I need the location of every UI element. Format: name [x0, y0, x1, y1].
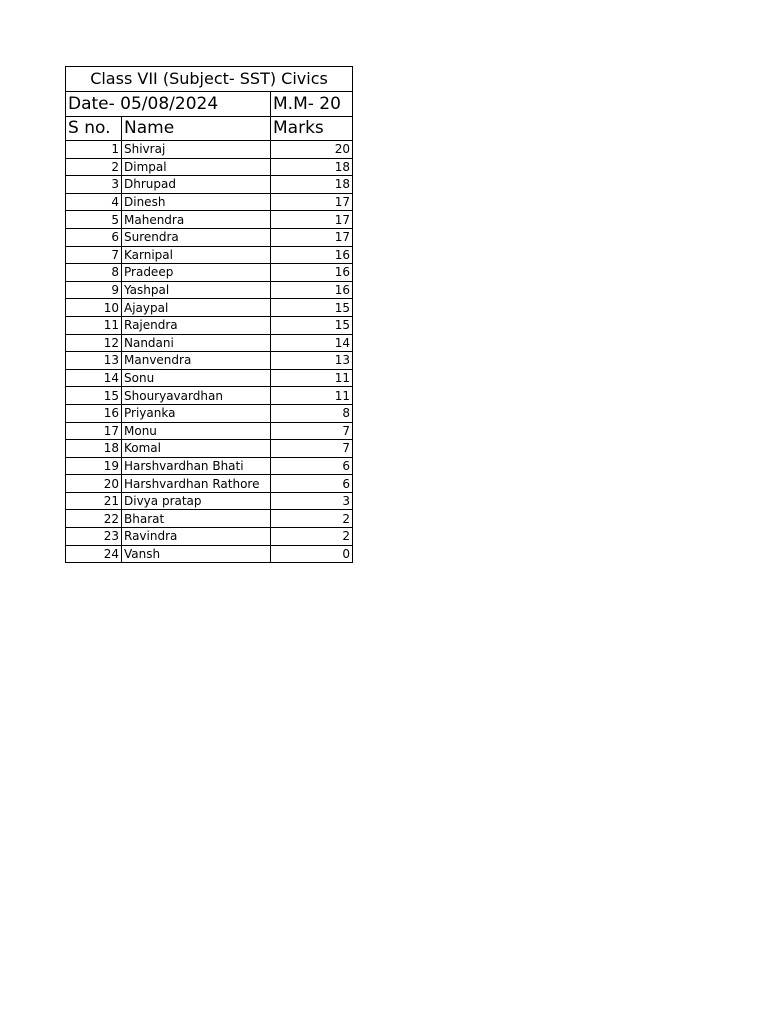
marks-cell: 2 — [271, 510, 353, 528]
sno-cell: 18 — [66, 440, 122, 458]
sno-cell: 17 — [66, 422, 122, 440]
name-cell: Ajaypal — [122, 299, 271, 317]
exam-date: Date- 05/08/2024 — [66, 92, 271, 117]
sno-header: S no. — [66, 117, 122, 141]
marks-cell: 13 — [271, 352, 353, 370]
sno-cell: 2 — [66, 158, 122, 176]
marks-cell: 16 — [271, 264, 353, 282]
table-row — [66, 352, 353, 370]
table-row — [66, 492, 353, 510]
table-row — [66, 141, 353, 159]
table-row — [66, 457, 353, 475]
sno-cell: 21 — [66, 492, 122, 510]
table-row — [66, 528, 353, 546]
name-cell: Dinesh — [122, 193, 271, 211]
name-cell: Harshvardhan Rathore — [122, 475, 271, 493]
marks-cell: 18 — [271, 176, 353, 194]
marks-cell: 11 — [271, 369, 353, 387]
sno-cell: 22 — [66, 510, 122, 528]
name-header: Name — [122, 117, 271, 141]
marks-cell: 14 — [271, 334, 353, 352]
name-cell: Priyanka — [122, 404, 271, 422]
table-row — [66, 545, 353, 563]
marks-cell: 3 — [271, 492, 353, 510]
sno-cell: 3 — [66, 176, 122, 194]
marks-header: Marks — [271, 117, 353, 141]
name-cell: Monu — [122, 422, 271, 440]
sno-cell: 13 — [66, 352, 122, 370]
name-cell: Ravindra — [122, 528, 271, 546]
sno-cell: 20 — [66, 475, 122, 493]
marks-cell: 17 — [271, 228, 353, 246]
sheet-title: Class VII (Subject- SST) Civics — [66, 67, 353, 92]
name-cell: Mahendra — [122, 211, 271, 229]
marks-cell: 0 — [271, 545, 353, 563]
table-row — [66, 440, 353, 458]
title-row — [66, 67, 353, 92]
sno-cell: 4 — [66, 193, 122, 211]
name-cell: Harshvardhan Bhati — [122, 457, 271, 475]
table-row — [66, 176, 353, 194]
name-cell: Manvendra — [122, 352, 271, 370]
sno-cell: 24 — [66, 545, 122, 563]
sno-cell: 1 — [66, 141, 122, 159]
marks-cell: 7 — [271, 440, 353, 458]
name-cell: Komal — [122, 440, 271, 458]
marks-cell: 16 — [271, 281, 353, 299]
table-row — [66, 246, 353, 264]
name-cell: Dimpal — [122, 158, 271, 176]
table-row — [66, 369, 353, 387]
sno-cell: 7 — [66, 246, 122, 264]
name-cell: Shouryavardhan — [122, 387, 271, 405]
name-cell: Pradeep — [122, 264, 271, 282]
marks-sheet-table — [65, 66, 353, 563]
sno-cell: 23 — [66, 528, 122, 546]
table-row — [66, 475, 353, 493]
name-cell: Rajendra — [122, 316, 271, 334]
marks-cell: 2 — [271, 528, 353, 546]
marks-cell: 6 — [271, 475, 353, 493]
name-cell: Shivraj — [122, 141, 271, 159]
sno-cell: 10 — [66, 299, 122, 317]
sno-cell: 9 — [66, 281, 122, 299]
marks-cell: 20 — [271, 141, 353, 159]
sno-cell: 16 — [66, 404, 122, 422]
marks-cell: 17 — [271, 193, 353, 211]
marks-cell: 15 — [271, 299, 353, 317]
name-cell: Dhrupad — [122, 176, 271, 194]
sno-cell: 8 — [66, 264, 122, 282]
max-marks: M.M- 20 — [271, 92, 353, 117]
table-row — [66, 264, 353, 282]
marks-cell: 7 — [271, 422, 353, 440]
column-header-row — [66, 117, 353, 141]
sno-cell: 12 — [66, 334, 122, 352]
marks-cell: 6 — [271, 457, 353, 475]
table-row — [66, 299, 353, 317]
name-cell: Nandani — [122, 334, 271, 352]
name-cell: Yashpal — [122, 281, 271, 299]
marks-cell: 11 — [271, 387, 353, 405]
sno-cell: 11 — [66, 316, 122, 334]
sno-cell: 19 — [66, 457, 122, 475]
table-row — [66, 334, 353, 352]
table-row — [66, 193, 353, 211]
name-cell: Sonu — [122, 369, 271, 387]
name-cell: Surendra — [122, 228, 271, 246]
table-row — [66, 281, 353, 299]
marks-cell: 18 — [271, 158, 353, 176]
marks-cell: 17 — [271, 211, 353, 229]
table-row — [66, 316, 353, 334]
name-cell: Bharat — [122, 510, 271, 528]
date-row — [66, 92, 353, 117]
table-row — [66, 404, 353, 422]
sno-cell: 15 — [66, 387, 122, 405]
table-row — [66, 158, 353, 176]
marks-cell: 8 — [271, 404, 353, 422]
table-row — [66, 387, 353, 405]
name-cell: Karnipal — [122, 246, 271, 264]
marks-sheet-body — [66, 67, 353, 563]
sno-cell: 14 — [66, 369, 122, 387]
table-row — [66, 510, 353, 528]
name-cell: Vansh — [122, 545, 271, 563]
marks-cell: 15 — [271, 316, 353, 334]
sno-cell: 5 — [66, 211, 122, 229]
marks-cell: 16 — [271, 246, 353, 264]
name-cell: Divya pratap — [122, 492, 271, 510]
sno-cell: 6 — [66, 228, 122, 246]
table-row — [66, 228, 353, 246]
table-row — [66, 211, 353, 229]
table-row — [66, 422, 353, 440]
